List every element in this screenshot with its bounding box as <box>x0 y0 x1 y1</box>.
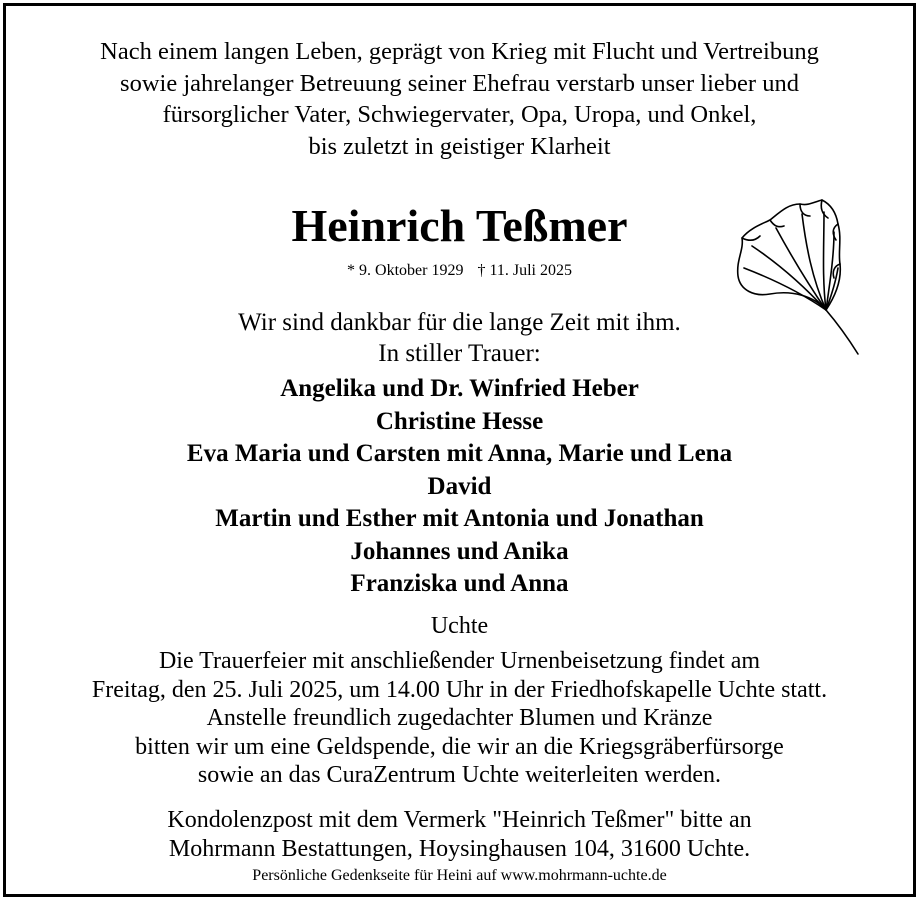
intro-line: fürsorglicher Vater, Schwiegervater, Opa, Uropa, und Onkel, <box>162 101 757 128</box>
mourner-entry: Christine Hesse <box>375 407 544 435</box>
condolence-line: Mohrmann Bestattungen, Hoysinghausen 104, 31600 Uchte. <box>168 835 751 862</box>
thanks-line: Wir sind dankbar für die lange Zeit mit ihm. <box>238 309 681 336</box>
memorial-website: Persönliche Gedenkseite für Heini auf www.mohrmann-uchte.de <box>252 867 667 884</box>
place-name: Uchte <box>430 613 489 639</box>
deceased-name: Heinrich Teßmer <box>291 200 628 251</box>
ceremony-line: Die Trauerfeier mit anschließender Urnenbeisetzung findet am <box>158 648 761 674</box>
condolence-text <box>0 806 919 863</box>
mourner-entry: Franziska und Anna <box>350 570 569 597</box>
mourner-entry: Johannes und Anika <box>350 537 569 565</box>
ceremony-line: Freitag, den 25. Juli 2025, um 14.00 Uhr in der Friedhofskapelle Uchte statt. <box>91 676 828 703</box>
intro-line: sowie jahrelanger Betreuung seiner Ehefrau verstarb unser lieber und <box>120 69 799 97</box>
intro-text <box>0 36 919 162</box>
mourners-list <box>0 373 919 601</box>
death-date: † 11. Juli 2025 <box>477 262 572 279</box>
mourner-entry: Martin und Esther mit Antonia und Jonathan <box>215 505 704 532</box>
thanks-text <box>0 307 919 369</box>
thanks-line: In stiller Trauer: <box>378 340 541 367</box>
intro-line: Nach einem langen Leben, geprägt von Krieg mit Flucht und Vertreibung <box>100 38 819 65</box>
condolence-line: Kondolenzpost mit dem Vermerk "Heinrich Teßmer" bitte an <box>167 807 752 833</box>
intro-line: bis zuletzt in geistiger Klarheit <box>308 132 611 160</box>
ceremony-line: bitten wir um eine Geldspende, die wir an die Kriegsgräberfürsorge <box>135 733 784 760</box>
mourner-entry: David <box>427 472 492 500</box>
ceremony-line: sowie an das CuraZentrum Uchte weiterleiten werden. <box>197 762 722 789</box>
ceremony-text <box>0 647 919 790</box>
mourner-entry: Angelika und Dr. Winfried Heber <box>280 375 639 402</box>
mourner-entry: Eva Maria und Carsten mit Anna, Marie und Lena <box>186 440 733 467</box>
birth-date: * 9. Oktober 1929 <box>347 262 464 279</box>
ceremony-line: Anstelle freundlich zugedachter Blumen und Kränze <box>206 705 713 732</box>
